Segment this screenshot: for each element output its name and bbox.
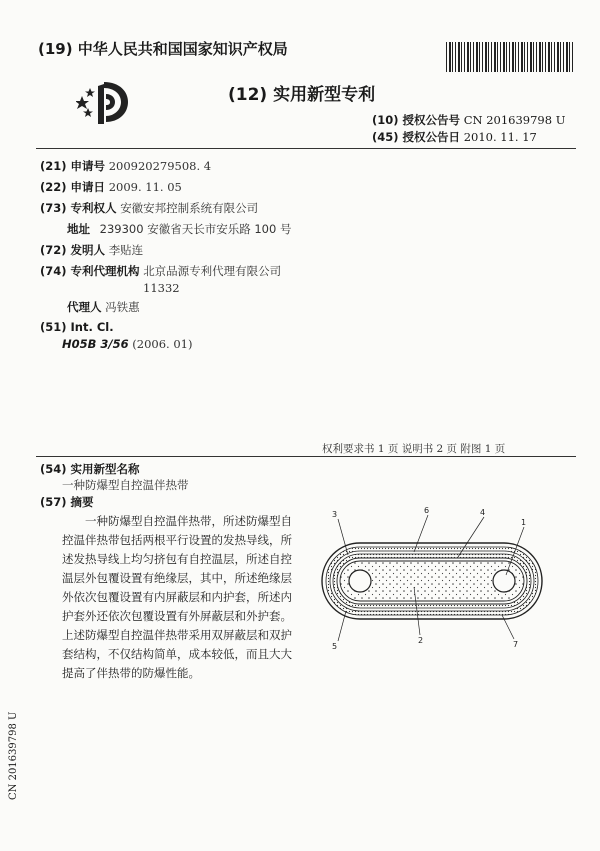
- int-cl-label: (51) Int. Cl.: [40, 320, 114, 334]
- address: [67, 221, 291, 237]
- header-rule: [36, 148, 576, 149]
- figure-label-2: 2: [418, 636, 424, 645]
- int-cl-version: (2006. 01): [132, 337, 193, 351]
- sipo-logo: [76, 78, 130, 126]
- filing-date-value: 2009. 11. 05: [108, 180, 182, 194]
- publication-number-label: (10) 授权公告号: [372, 113, 461, 127]
- abstract-text: 一种防爆型自控温伴热带，所述防爆型自控温伴热带包括两根平行设置的发热导线，所述发热导线上均匀挤包有自控温层，所述自控温层外包覆设置有绝缘层，其中，所述绝缘层外依次包覆设置有内屏蔽层和内护套，所述内护套外还依次包覆设置有外屏蔽层和外护套。上述防爆型自控温伴热带采用双屏蔽层和双护套结构，不仅结构简单，成本较低，而且大大提高了伴热带的防爆性能。: [62, 514, 292, 680]
- barcode: [446, 42, 574, 72]
- address-label: 地址: [67, 222, 90, 236]
- patentee-value: 安徽安邦控制系统有限公司: [120, 201, 259, 215]
- patent-agency: [40, 263, 281, 279]
- conductor-left: [349, 570, 371, 592]
- patent-agency-value: 北京品源专利代理有限公司: [143, 264, 282, 278]
- side-publication-id: CN 201639798 U: [8, 711, 19, 800]
- application-number-value: 200920279508. 4: [108, 159, 212, 173]
- publication-date-value: 2010. 11. 17: [463, 130, 537, 144]
- inventor-label: (72) 发明人: [40, 243, 106, 257]
- conductor-right: [493, 570, 515, 592]
- figure-label-4: 4: [480, 508, 486, 517]
- patentee: [40, 200, 258, 216]
- patent-agency-label: (74) 专利代理机构: [40, 264, 140, 278]
- figure-label-1: 1: [521, 518, 527, 527]
- filing-date: [40, 179, 182, 195]
- title-label: [40, 461, 140, 477]
- figure-label-5: 5: [332, 642, 338, 651]
- abstract-label-text: (57) 摘要: [40, 495, 94, 509]
- title-label-text: (54) 实用新型名称: [40, 462, 140, 476]
- agent-label: 代理人: [67, 300, 102, 314]
- agent: [67, 299, 140, 315]
- inventor-value: 李贴连: [108, 243, 144, 257]
- page-counts: 权利要求书 1 页 说明书 2 页 附图 1 页: [322, 443, 506, 455]
- publication-date: [372, 129, 537, 145]
- cross-section-figure: [318, 505, 546, 655]
- patentee-label: (73) 专利权人: [40, 201, 117, 215]
- patent-agency-code: 11332: [143, 281, 180, 295]
- utility-model-title: 一种防爆型自控温伴热带: [62, 478, 189, 492]
- section-rule: [36, 456, 576, 457]
- figure-label-6: 6: [424, 506, 430, 515]
- document-type: (12) 实用新型专利: [228, 85, 376, 105]
- application-number-label: (21) 申请号: [40, 159, 106, 173]
- filing-date-label: (22) 申请日: [40, 180, 106, 194]
- issuing-office: (19) 中华人民共和国国家知识产权局: [38, 40, 288, 58]
- int-cl-code: H05B 3/56: [62, 337, 129, 351]
- application-number: [40, 158, 211, 174]
- publication-date-label: (45) 授权公告日: [372, 130, 461, 144]
- int-cl-classification: [62, 337, 192, 351]
- figure-label-3: 3: [332, 510, 338, 519]
- figure-label-7: 7: [513, 640, 519, 649]
- abstract-label: [40, 494, 94, 510]
- int-cl: [40, 320, 114, 334]
- publication-number: [372, 112, 565, 128]
- publication-number-value: CN 201639798 U: [463, 113, 566, 127]
- agent-value: 冯铁惠: [105, 300, 140, 314]
- address-value: 239300 安徽省天长市安乐路 100 号: [99, 222, 292, 236]
- inventor: [40, 242, 143, 258]
